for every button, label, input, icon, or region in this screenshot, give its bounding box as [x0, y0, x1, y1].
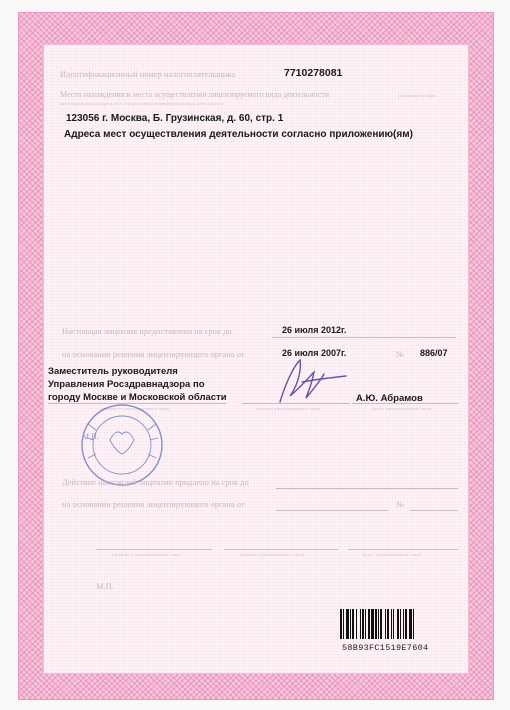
signature-image [272, 352, 350, 408]
term-number-sign: № [396, 349, 405, 359]
signatory-position-line3: городу Москве и Московской области [48, 392, 227, 403]
term-granted-label: Настоящая лицензия предоставлена на срок до [62, 326, 232, 336]
extension-name-caption: (ф.и.о. уполномоченного лица) [362, 552, 422, 557]
extension-stamp-label: М.П. [96, 581, 114, 591]
barcode [340, 609, 466, 639]
term-basis-label: на основании решения лицензирующего органа от [62, 349, 245, 359]
stamp-mark: М.П. [82, 432, 99, 441]
location-label: Место нахождения и места осуществления лицензируемого вида деятельности [60, 90, 330, 99]
extension-basis-label: на основании решения лицензирующего органа от [62, 499, 245, 509]
signatory-position-caption: (должность уполномоченного лица) [100, 406, 169, 411]
term-granted-value: 26 июля 2012г. [282, 325, 347, 335]
term-number-value: 886/07 [420, 348, 448, 358]
signatory-name-caption: (ф.и.о. уполномоченного лица) [372, 406, 432, 411]
extension-position-caption: (должность уполномоченного лица) [112, 552, 181, 557]
location-subnote: места нахождения и адреса мест осуществления лицензируемого вида деятельности) [60, 101, 224, 106]
inn-value: 7710278081 [284, 67, 343, 79]
signatory-name: А.Ю. Абрамов [356, 393, 423, 404]
inn-label: Идентификационный номер налогоплательщика [60, 69, 236, 79]
signatory-signature-caption: (подпись уполномоченного лица) [256, 406, 320, 411]
signatory-position-line1: Заместитель руководителя [48, 366, 178, 377]
extension-signature-caption: (подпись уполномоченного лица) [240, 552, 304, 557]
address: 123056 г. Москва, Б. Грузинская, д. 60, стр. 1 [66, 113, 284, 124]
extension-number-sign: № [396, 499, 405, 509]
signatory-position-line2: Управления Росздравнадзора по [48, 379, 205, 390]
places-note: Адреса мест осуществления деятельности согласно приложению(ям) [64, 129, 413, 140]
location-note: (указываются адрес [398, 93, 436, 98]
extension-label: Действие настоящей лицензии продлено на срок до [62, 477, 249, 487]
serial-number: 58B93FC1519E7604 [342, 643, 429, 653]
term-basis-value: 26 июля 2007г. [282, 348, 347, 358]
